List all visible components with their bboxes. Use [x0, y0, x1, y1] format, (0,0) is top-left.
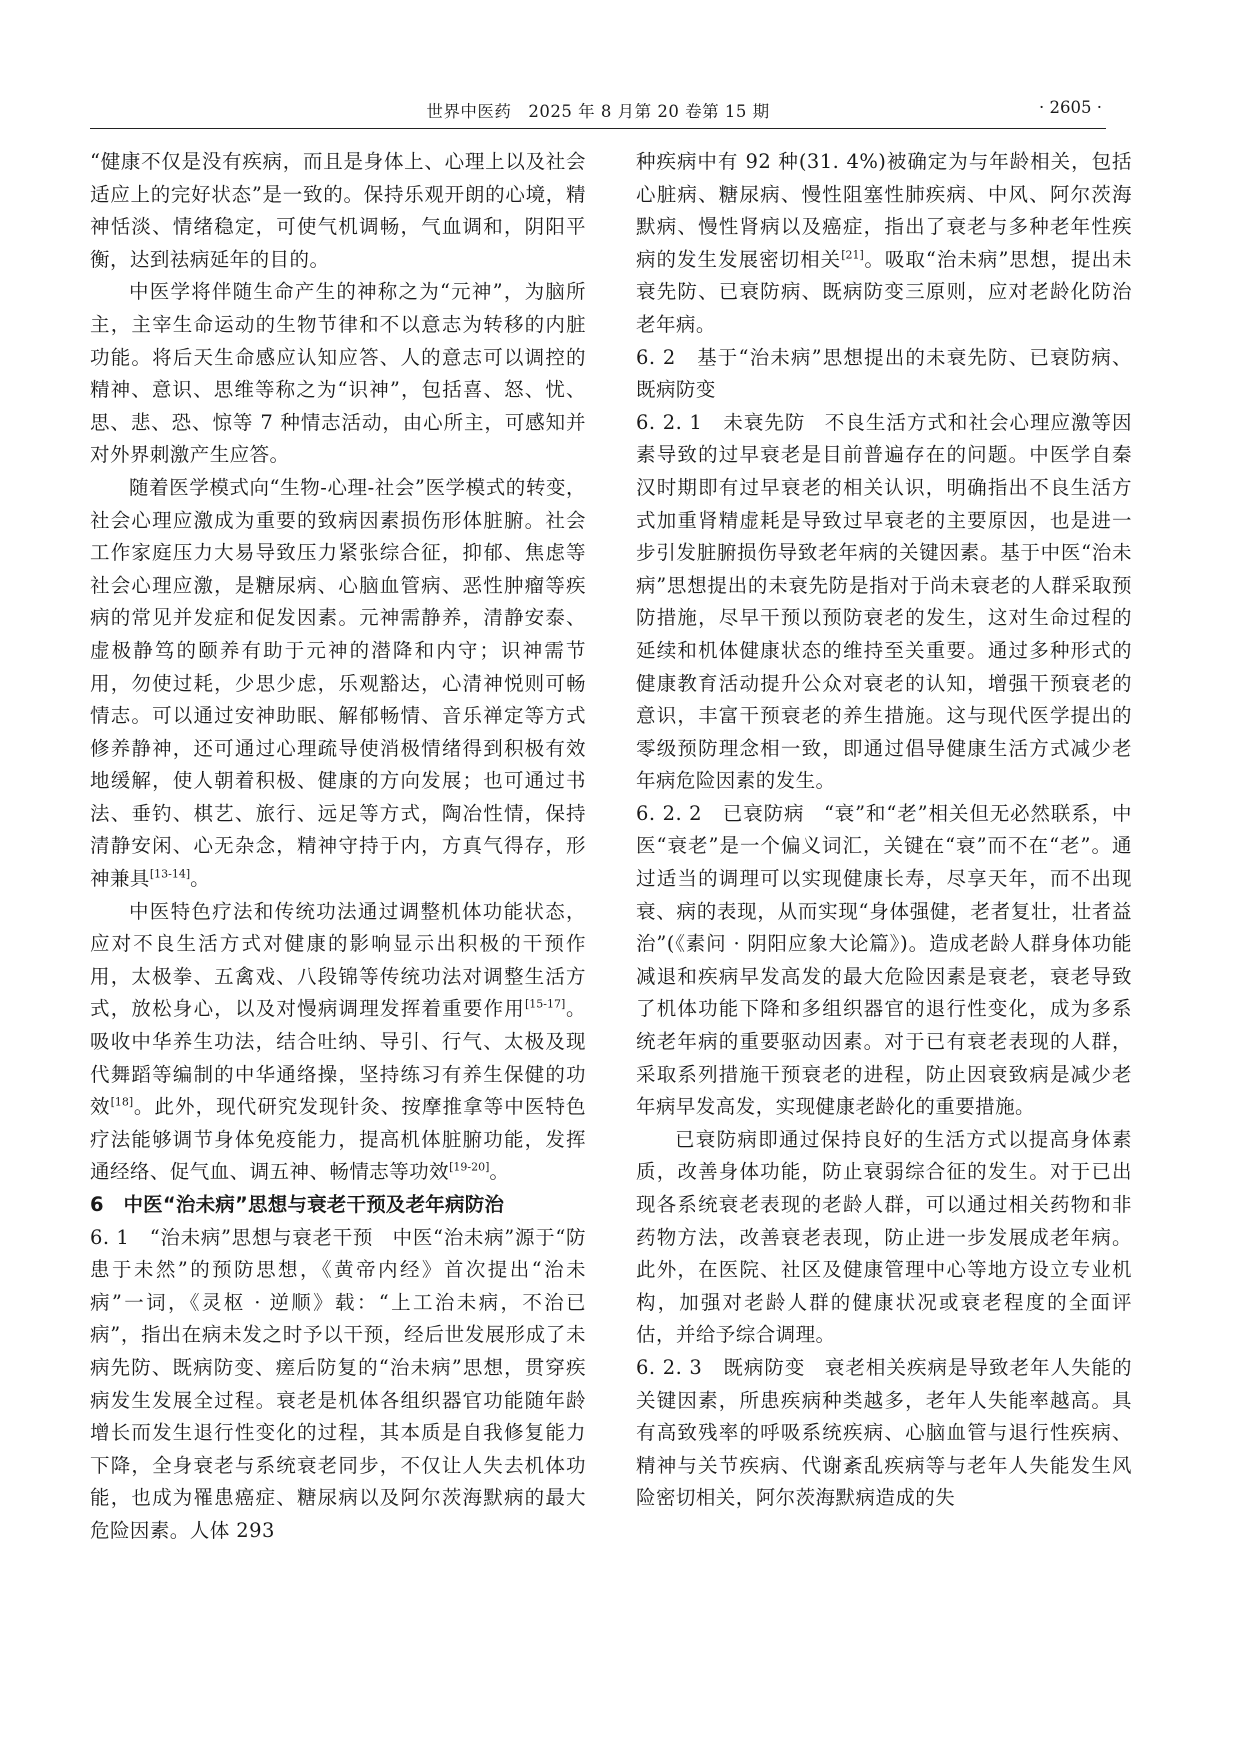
subsection-heading: 6. 1 “治未病”思想与衰老干预 — [90, 1225, 374, 1249]
paragraph-text: 。吸收中华养生功法，结合吐纳、导引、行气、太极及现代舞蹈等编制的中华通络操，坚持练习有养生保健的功效 — [90, 997, 586, 1119]
right-column — [636, 146, 1132, 1515]
paragraph-text: 中医“治未病”源于“防患于未然”的预防思想，《黄帝内经》首次提出“治未病”一词，《灵枢 · 逆顺》载：“上工治未病，不治已病”，指出在病未发之时予以干预，经后世发展形成了未病先防、既病防变、瘥后防复的“治未病”思想，贯穿疾病发生发展全过程。衰老是机体各组织器官功能随年龄增长而发生退行性变化的过程，其本质是自我修复能力下降，全身衰老与系统衰老同步，不仅让人失去机体功能，也成为罹患癌症、糖尿病以及阿尔茨海默病的最大危险因素。人体 293 — [90, 1225, 586, 1542]
paragraph — [90, 472, 586, 896]
citation: [15-17] — [524, 997, 566, 1011]
paragraph — [90, 1222, 586, 1548]
subsection-heading: 6. 2. 2 已衰防病 — [636, 801, 805, 825]
paragraph-text: 衰老相关疾病是导致老年人失能的关键因素，所患疾病种类越多，老年人失能率越高。具有高致残率的呼吸系统疾病、心脑血管与退行性疾病、精神与关节疾病、代谢紊乱疾病等与老年人失能发生风险密切相关，阿尔茨海默病造成的失 — [636, 1355, 1132, 1510]
paragraph-text: 。 — [190, 867, 211, 891]
paragraph: 中医学将伴随生命产生的神称之为“元神”，为脑所主，主宰生命运动的生物节律和不以意志为转移的内脏功能。将后天生命感应认知应答、人的意志可以调控的精神、意识、思维等称之为“识神”，包括喜、怒、忧、思、悲、恐、惊等 7 种情志活动，由心所主，可感知并对外界刺激产生应答。 — [90, 280, 586, 467]
paragraph-text: 。 — [489, 1160, 510, 1184]
citation: [13-14] — [149, 867, 191, 881]
paragraph — [636, 1352, 1132, 1515]
paragraph: “健康不仅是没有疾病，而且是身体上、心理上以及社会适应上的完好状态”是一致的。保持乐观开朗的心境，精神恬淡、情绪稳定，可使气机调畅，气血调和，阴阳平衡，达到祛病延年的目的。 — [90, 150, 586, 271]
paragraph — [636, 146, 1132, 342]
paragraph-text: 种疾病中有 92 种(31. 4%)被确定为与年龄相关，包括心脏病、糖尿病、慢性阻塞性肺疾病、中风、阿尔茨海默病、慢性肾病以及癌症，指出了衰老与多种老年性疾病的发生发展密切相关 — [636, 150, 1132, 271]
paragraph-text: “衰”和“老”相关但无必然联系，中医“衰老”是一个偏义词汇，关键在“衰”而不在“老”。通过适当的调理可以实现健康长寿，尽享天年，而不出现衰、病的表现，从而实现“身体强健，老者复壮，壮者益治”(《素问 · 阴阳应象大论篇》)。造成老龄人群身体功能减退和疾病早发高发的最大危险因素是衰老，衰老导致了机体功能下降和多组织器官的退行性变化，成为多系统老年病的重要驱动因素。对于已有衰老表现的人群，采取系列措施干预衰老的进程，防止因衰致病是减少老年病早发高发，实现健康老龄化的重要措施。 — [636, 801, 1132, 1119]
paragraph-text: 随着医学模式向“生物-心理-社会”医学模式的转变，社会心理应激成为重要的致病因素损伤形体脏腑。社会工作家庭压力大易导致压力紧张综合征，抑郁、焦虑等社会心理应激，是糖尿病、心脑血管病、恶性肿瘤等疾病的常见并发症和促发因素。元神需静养，清静安泰、虚极静笃的颐养有助于元神的潜降和内守；识神需节用，勿使过耗，少思少虑，乐观豁达，心清神悦则可畅情志。可以通过安神助眠、解郁畅情、音乐禅定等方式修养静神，还可通过心理疏导使消极情绪得到积极有效地缓解，使人朝着积极、健康的方向发展；也可通过书法、垂钓、棋艺、旅行、远足等方式，陶冶性情，保持清静安闲、心无杂念，精神守持于内，方真气得存，形神兼具 — [90, 475, 586, 891]
paragraph-text: 中医特色疗法和传统功法通过调整机体功能状态，应对不良生活方式对健康的影响显示出积极的干预作用，太极拳、五禽戏、八段锦等传统功法对调整生活方式，放松身心，以及对慢病调理发挥着重要作用 — [90, 899, 586, 1021]
paragraph — [90, 896, 586, 1189]
left-column — [90, 146, 586, 1548]
section-heading: 6 中医“治未病”思想与衰老干预及老年病防治 — [90, 1193, 505, 1216]
subsection-heading: 6. 2. 3 既病防变 — [636, 1355, 806, 1379]
subsection-heading: 6. 2. 1 未衰先防 — [636, 410, 806, 434]
citation: [21] — [841, 248, 864, 262]
header-rule — [90, 128, 1106, 129]
paragraph — [636, 407, 1132, 798]
page-number: · 2605 · — [1039, 98, 1102, 117]
citation: [18] — [110, 1095, 134, 1109]
journal-issue: 世界中医药 2025 年 8 月第 20 卷第 15 期 — [426, 102, 770, 121]
running-header — [90, 92, 1106, 132]
paragraph-text: 。吸取“治未病”思想，提出未衰先防、已衰防病、既病防变三原则，应对老龄化防治老年病。 — [636, 247, 1132, 336]
paragraph — [636, 798, 1132, 1124]
citation: [19-20] — [449, 1160, 490, 1174]
paragraph: 已衰防病即通过保持良好的生活方式以提高身体素质，改善身体功能，防止衰弱综合征的发生。对于已出现各系统衰老表现的老龄人群，可以通过相关药物和非药物方法，改善衰老表现，防止进一步发展成老年病。此外，在医院、社区及健康管理中心等地方设立专业机构，加强对老龄人群的健康状况或衰老程度的全面评估，并给予综合调理。 — [636, 1127, 1132, 1347]
paragraph-text: 。此外，现代研究发现针灸、按摩推拿等中医特色疗法能够调节身体免疫能力，提高机体脏腑功能，发挥通经络、促气血、调五神、畅情志等功效 — [90, 1095, 587, 1184]
subsection-heading: 6. 2 基于“治未病”思想提出的未衰先防、已衰防病、既病防变 — [636, 345, 1132, 402]
paragraph-text: 不良生活方式和社会心理应激等因素导致的过早衰老是目前普遍存在的问题。中医学自秦汉时期即有过早衰老的相关认识，明确指出不良生活方式加重肾精虚耗是导致过早衰老的主要原因，也是进一步引发脏腑损伤导致老年病的关键因素。基于中医“治未病”思想提出的未衰先防是指对于尚未衰老的人群采取预防措施，尽早干预以预防衰老的发生，这对生命过程的延续和机体健康状态的维持至关重要。通过多种形式的健康教育活动提升公众对衰老的认知，增强干预衰老的意识，丰富干预衰老的养生措施。这与现代医学提出的零级预防理念相一致，即通过倡导健康生活方式减少老年病危险因素的发生。 — [636, 410, 1132, 793]
